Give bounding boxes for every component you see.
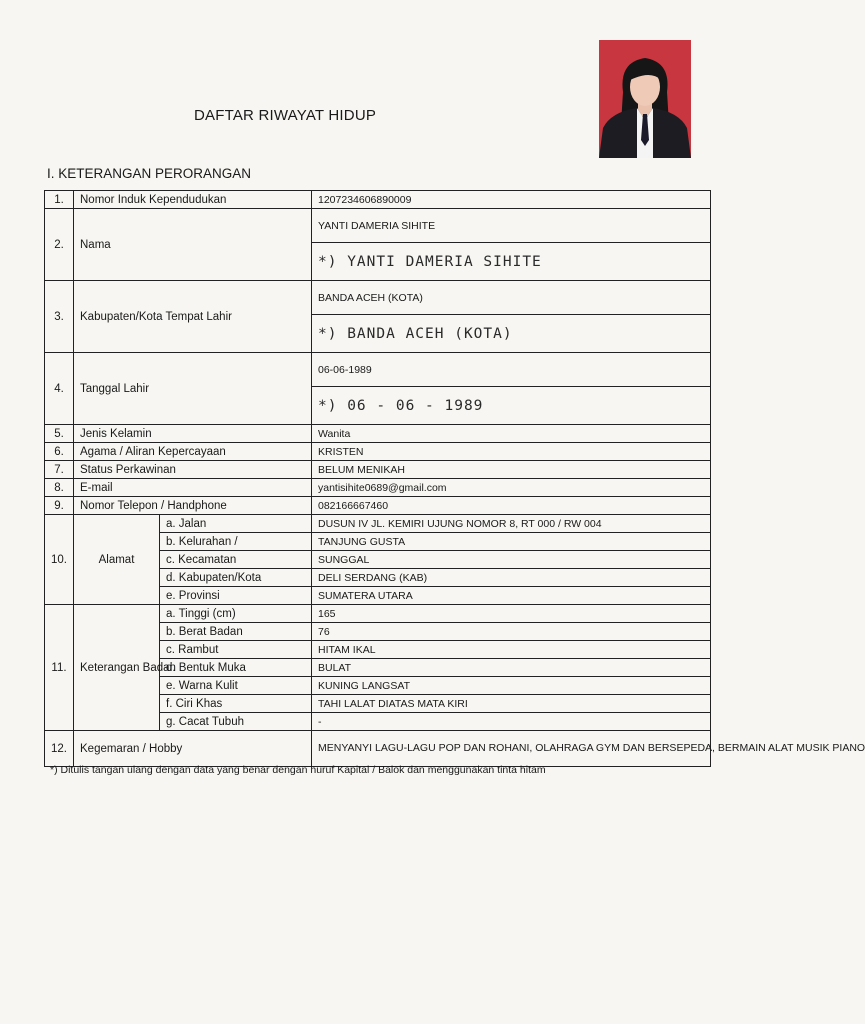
sub-label: e. Warna Kulit bbox=[160, 677, 312, 695]
sub-label: d. Bentuk Muka bbox=[160, 659, 312, 677]
row-number: 7. bbox=[45, 461, 74, 479]
sub-label: g. Cacat Tubuh bbox=[160, 713, 312, 731]
sub-label: e. Provinsi bbox=[160, 587, 312, 605]
row-label: Nomor Telepon / Handphone bbox=[74, 497, 312, 515]
row-number: 6. bbox=[45, 443, 74, 461]
profile-photo bbox=[599, 40, 691, 158]
sub-value: SUMATERA UTARA bbox=[312, 587, 711, 605]
table-row bbox=[45, 353, 711, 387]
table-row bbox=[45, 443, 711, 461]
hobby-value: MENYANYI LAGU-LAGU POP DAN ROHANI, OLAHRAGA GYM DAN BERSEPEDA, BERMAIN ALAT MUSIK PIANO bbox=[312, 731, 711, 767]
table-row bbox=[45, 461, 711, 479]
nik-value: 1207234606890009 bbox=[312, 191, 711, 209]
person-portrait-icon bbox=[599, 40, 691, 158]
table-row bbox=[45, 515, 711, 533]
sub-value: KUNING LANGSAT bbox=[312, 677, 711, 695]
sub-value: DUSUN IV JL. KEMIRI UJUNG NOMOR 8, RT 000 / RW 004 bbox=[312, 515, 711, 533]
sub-value: 165 bbox=[312, 605, 711, 623]
personal-info-table bbox=[44, 190, 865, 767]
sub-label: d. Kabupaten/Kota bbox=[160, 569, 312, 587]
tanggal-lahir-handwritten: *) 06 - 06 - 1989 bbox=[312, 387, 711, 425]
table-row bbox=[45, 479, 711, 497]
sub-label: f. Ciri Khas bbox=[160, 695, 312, 713]
sub-value: - bbox=[312, 713, 711, 731]
table-row bbox=[45, 191, 711, 209]
row-number: 10. bbox=[45, 515, 74, 605]
row-number: 3. bbox=[45, 281, 74, 353]
row-number: 1. bbox=[45, 191, 74, 209]
row-label: Kabupaten/Kota Tempat Lahir bbox=[74, 281, 312, 353]
document-title: DAFTAR RIWAYAT HIDUP bbox=[194, 107, 377, 124]
row-number: 4. bbox=[45, 353, 74, 425]
tempat-lahir-value: BANDA ACEH (KOTA) bbox=[312, 281, 711, 315]
badan-label: Keterangan Badan bbox=[74, 605, 160, 731]
sub-label: b. Kelurahan / bbox=[160, 533, 312, 551]
jenis-kelamin-value: Wanita bbox=[312, 425, 711, 443]
sub-label: c. Rambut bbox=[160, 641, 312, 659]
table-row bbox=[45, 425, 711, 443]
sub-value: TANJUNG GUSTA bbox=[312, 533, 711, 551]
sub-value: BULAT bbox=[312, 659, 711, 677]
row-number: 12. bbox=[45, 731, 74, 767]
table-row bbox=[45, 281, 711, 315]
row-label: E-mail bbox=[74, 479, 312, 497]
nama-handwritten: *) YANTI DAMERIA SIHITE bbox=[312, 243, 711, 281]
sub-value: TAHI LALAT DIATAS MATA KIRI bbox=[312, 695, 711, 713]
sub-label: a. Tinggi (cm) bbox=[160, 605, 312, 623]
nama-value: YANTI DAMERIA SIHITE bbox=[312, 209, 711, 243]
agama-value: KRISTEN bbox=[312, 443, 711, 461]
sub-value: HITAM IKAL bbox=[312, 641, 711, 659]
row-number: 11. bbox=[45, 605, 74, 731]
alamat-label: Alamat bbox=[74, 515, 160, 605]
row-label: Status Perkawinan bbox=[74, 461, 312, 479]
table-row bbox=[45, 209, 711, 243]
status-value: BELUM MENIKAH bbox=[312, 461, 711, 479]
sub-label: b. Berat Badan bbox=[160, 623, 312, 641]
tempat-lahir-handwritten: *) BANDA ACEH (KOTA) bbox=[312, 315, 711, 353]
sub-label: a. Jalan bbox=[160, 515, 312, 533]
table-row bbox=[45, 497, 711, 515]
row-number: 2. bbox=[45, 209, 74, 281]
row-label: Agama / Aliran Kepercayaan bbox=[74, 443, 312, 461]
row-label: Kegemaran / Hobby bbox=[74, 731, 312, 767]
sub-value: 76 bbox=[312, 623, 711, 641]
row-label: Nomor Induk Kependudukan bbox=[74, 191, 312, 209]
row-label: Nama bbox=[74, 209, 312, 281]
table-row bbox=[45, 605, 711, 623]
footnote: *) Ditulis tangan ulang dengan data yang benar dengan huruf Kapital / Balok dan menggunakan tinta hitam bbox=[50, 764, 546, 776]
section-title: I. KETERANGAN PERORANGAN bbox=[47, 166, 252, 181]
email-value: yantisihite0689@gmail.com bbox=[312, 479, 711, 497]
tanggal-lahir-value: 06-06-1989 bbox=[312, 353, 711, 387]
sub-label: c. Kecamatan bbox=[160, 551, 312, 569]
table-row bbox=[45, 731, 711, 767]
row-number: 5. bbox=[45, 425, 74, 443]
row-label: Jenis Kelamin bbox=[74, 425, 312, 443]
row-number: 8. bbox=[45, 479, 74, 497]
telepon-value: 082166667460 bbox=[312, 497, 711, 515]
sub-value: SUNGGAL bbox=[312, 551, 711, 569]
row-number: 9. bbox=[45, 497, 74, 515]
row-label: Tanggal Lahir bbox=[74, 353, 312, 425]
sub-value: DELI SERDANG (KAB) bbox=[312, 569, 711, 587]
